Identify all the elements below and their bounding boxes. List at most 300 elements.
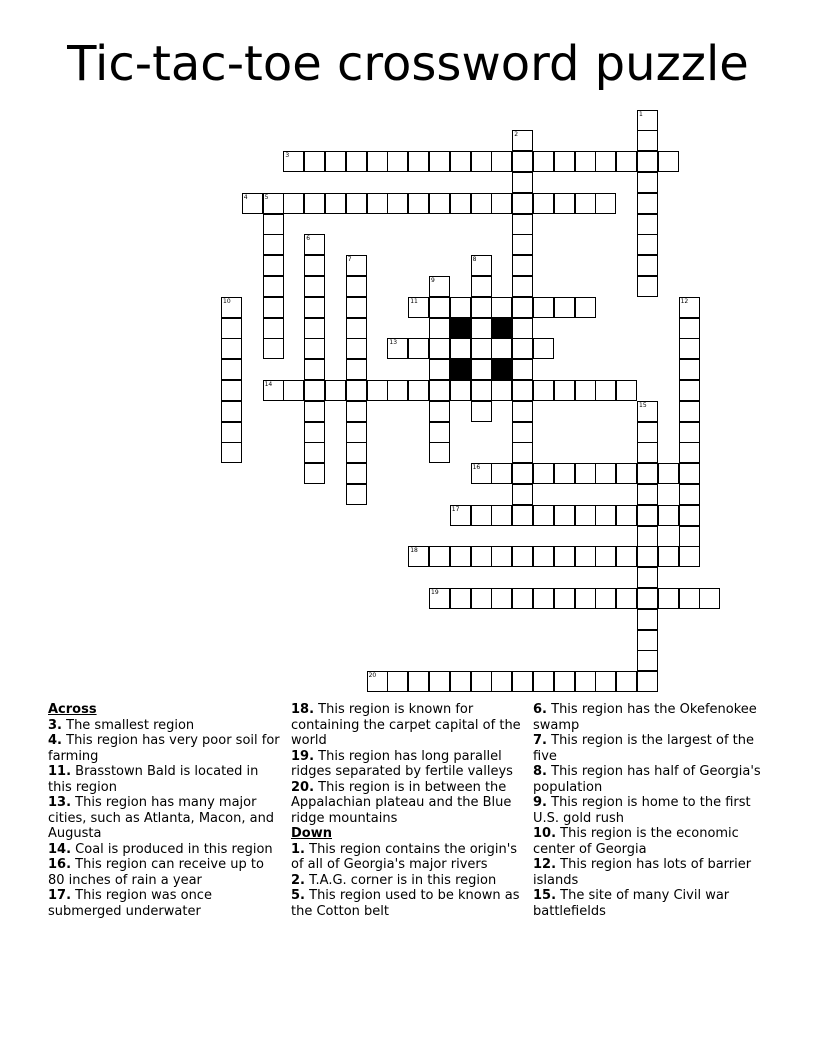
grid-cell[interactable] <box>221 318 242 339</box>
clue-number-label: 17 <box>451 505 460 513</box>
grid-cell[interactable] <box>221 359 242 380</box>
grid-cell[interactable] <box>263 276 284 297</box>
grid-cell[interactable] <box>512 422 533 443</box>
grid-block-cell <box>450 359 471 380</box>
grid-cell[interactable] <box>429 442 450 463</box>
clue-item <box>48 764 284 795</box>
grid-cell[interactable] <box>304 276 325 297</box>
grid-cell[interactable] <box>221 297 242 318</box>
grid-cell[interactable] <box>263 380 284 401</box>
grid-cell[interactable] <box>595 193 616 214</box>
grid-cell[interactable] <box>304 359 325 380</box>
grid-cell[interactable] <box>471 546 492 567</box>
grid-cell[interactable] <box>221 401 242 422</box>
grid-cell[interactable] <box>512 505 533 526</box>
grid-cell[interactable] <box>304 380 325 401</box>
grid-cell[interactable] <box>679 463 700 484</box>
grid-cell[interactable] <box>429 588 450 609</box>
grid-cell[interactable] <box>325 193 346 214</box>
grid-cell[interactable] <box>346 359 367 380</box>
grid-cell[interactable] <box>429 276 450 297</box>
grid-cell[interactable] <box>637 110 658 131</box>
grid-cell[interactable] <box>450 380 471 401</box>
grid-cell[interactable] <box>699 588 720 609</box>
clue-number: 16. <box>48 857 72 872</box>
clue-number: 19. <box>291 748 315 764</box>
grid-cell[interactable] <box>533 588 554 609</box>
clue-item <box>48 857 284 888</box>
grid-cell[interactable] <box>533 505 554 526</box>
grid-cell[interactable] <box>346 276 367 297</box>
grid-cell[interactable] <box>616 151 637 172</box>
grid-cell[interactable] <box>637 567 658 588</box>
grid-cell[interactable] <box>512 297 533 318</box>
clue-item <box>48 733 284 764</box>
grid-cell[interactable] <box>575 193 596 214</box>
grid-cell[interactable] <box>471 588 492 609</box>
clue-text: This region was once submerged underwater <box>48 888 212 919</box>
grid-cell[interactable] <box>616 546 637 567</box>
grid-cell[interactable] <box>387 671 408 692</box>
clue-item <box>291 749 527 780</box>
clue-number-label: 4 <box>243 193 248 201</box>
across-heading: Across <box>48 702 97 717</box>
grid-cell[interactable] <box>533 193 554 214</box>
grid-cell[interactable] <box>471 671 492 692</box>
clue-number: 17. <box>48 888 72 903</box>
grid-cell[interactable] <box>554 463 575 484</box>
grid-cell[interactable] <box>679 526 700 547</box>
grid-cell[interactable] <box>512 359 533 380</box>
grid-cell[interactable] <box>491 380 512 401</box>
grid-cell[interactable] <box>346 318 367 339</box>
clue-number: 2. <box>291 872 305 888</box>
grid-cell[interactable] <box>554 380 575 401</box>
grid-cell[interactable] <box>533 151 554 172</box>
clue-number: 18. <box>291 702 315 717</box>
grid-cell[interactable] <box>658 546 679 567</box>
grid-cell[interactable] <box>637 234 658 255</box>
clue-number-label: 1 <box>639 110 643 118</box>
grid-cell[interactable] <box>637 172 658 193</box>
grid-cell[interactable] <box>221 338 242 359</box>
grid-cell[interactable] <box>637 609 658 630</box>
grid-cell[interactable] <box>304 442 325 463</box>
grid-cell[interactable] <box>512 338 533 359</box>
grid-cell[interactable] <box>471 297 492 318</box>
grid-cell[interactable] <box>346 380 367 401</box>
grid-cell[interactable] <box>491 671 512 692</box>
grid-cell[interactable] <box>263 214 284 235</box>
grid-cell[interactable] <box>595 588 616 609</box>
grid-cell[interactable] <box>304 318 325 339</box>
clue-number-label: 20 <box>368 672 377 680</box>
grid-cell[interactable] <box>512 130 533 151</box>
grid-cell[interactable] <box>408 151 429 172</box>
grid-cell[interactable] <box>637 546 658 567</box>
grid-cell[interactable] <box>408 193 429 214</box>
grid-cell[interactable] <box>533 546 554 567</box>
grid-cell[interactable] <box>658 505 679 526</box>
grid-cell[interactable] <box>304 401 325 422</box>
clue-item <box>533 826 769 857</box>
grid-cell[interactable] <box>637 151 658 172</box>
clue-number-label: 19 <box>431 588 439 596</box>
grid-cell[interactable] <box>658 463 679 484</box>
clue-number: 10. <box>533 826 557 841</box>
clue-text: Brasstown Bald is located in this region <box>48 764 259 795</box>
clue-text: This region has lots of barrier islands <box>533 857 752 888</box>
grid-cell[interactable] <box>554 546 575 567</box>
grid-cell[interactable] <box>367 380 388 401</box>
grid-cell[interactable] <box>575 588 596 609</box>
grid-cell[interactable] <box>512 380 533 401</box>
grid-cell[interactable] <box>554 588 575 609</box>
clue-item <box>533 764 769 795</box>
grid-cell[interactable] <box>658 151 679 172</box>
grid-cell[interactable] <box>554 671 575 692</box>
grid-cell[interactable] <box>471 338 492 359</box>
clue-number-label: 8 <box>472 256 477 264</box>
grid-cell[interactable] <box>679 338 700 359</box>
grid-cell[interactable] <box>575 151 596 172</box>
grid-cell[interactable] <box>408 338 429 359</box>
grid-cell[interactable] <box>679 318 700 339</box>
grid-cell[interactable] <box>263 193 284 214</box>
grid-cell[interactable] <box>533 463 554 484</box>
grid-cell[interactable] <box>637 588 658 609</box>
grid-cell[interactable] <box>533 380 554 401</box>
grid-cell[interactable] <box>263 338 284 359</box>
grid-cell[interactable] <box>512 255 533 276</box>
grid-cell[interactable] <box>304 463 325 484</box>
grid-cell[interactable] <box>471 318 492 339</box>
grid-cell[interactable] <box>512 193 533 214</box>
clue-text: This region used to be known as the Cotton belt <box>291 888 520 919</box>
grid-cell[interactable] <box>637 526 658 547</box>
grid-cell[interactable] <box>471 380 492 401</box>
grid-cell[interactable] <box>346 463 367 484</box>
clue-text: This region has half of Georgia's population <box>533 764 761 795</box>
grid-cell[interactable] <box>367 193 388 214</box>
clue-number: 6. <box>533 702 547 717</box>
grid-cell[interactable] <box>637 276 658 297</box>
clue-text: This region is the economic center of Georgia <box>533 826 739 857</box>
grid-cell[interactable] <box>450 505 471 526</box>
grid-cell[interactable] <box>491 588 512 609</box>
grid-cell[interactable] <box>679 359 700 380</box>
grid-cell[interactable] <box>491 193 512 214</box>
grid-cell[interactable] <box>450 546 471 567</box>
grid-cell[interactable] <box>367 671 388 692</box>
clue-number-label: 7 <box>347 256 352 264</box>
grid-cell[interactable] <box>575 463 596 484</box>
clue-column-3 <box>533 702 769 919</box>
grid-cell[interactable] <box>637 401 658 422</box>
grid-cell[interactable] <box>408 671 429 692</box>
grid-cell[interactable] <box>512 276 533 297</box>
grid-cell[interactable] <box>637 484 658 505</box>
grid-cell[interactable] <box>637 214 658 235</box>
clue-text: Coal is produced in this region <box>75 841 273 857</box>
grid-cell[interactable] <box>471 401 492 422</box>
grid-cell[interactable] <box>512 318 533 339</box>
clue-number-label: 11 <box>410 297 418 305</box>
grid-cell[interactable] <box>408 546 429 567</box>
grid-cell[interactable] <box>491 151 512 172</box>
grid-cell[interactable] <box>304 151 325 172</box>
grid-cell[interactable] <box>595 671 616 692</box>
grid-cell[interactable] <box>304 234 325 255</box>
grid-cell[interactable] <box>283 380 304 401</box>
clue-text: This region has very poor soil for farming <box>48 733 280 764</box>
grid-cell[interactable] <box>679 484 700 505</box>
clue-number: 13. <box>48 795 72 810</box>
grid-cell[interactable] <box>304 297 325 318</box>
grid-cell[interactable] <box>616 463 637 484</box>
grid-cell[interactable] <box>512 172 533 193</box>
grid-cell[interactable] <box>429 546 450 567</box>
grid-cell[interactable] <box>637 650 658 671</box>
grid-cell[interactable] <box>367 151 388 172</box>
clue-item <box>291 702 527 749</box>
clue-item <box>48 718 284 734</box>
grid-cell[interactable] <box>512 546 533 567</box>
grid-cell[interactable] <box>263 255 284 276</box>
clue-number: 7. <box>533 733 547 748</box>
grid-cell[interactable] <box>346 151 367 172</box>
grid-cell[interactable] <box>387 338 408 359</box>
grid-cell[interactable] <box>679 422 700 443</box>
grid-cell[interactable] <box>679 297 700 318</box>
grid-cell[interactable] <box>512 588 533 609</box>
clue-number-label: 13 <box>389 339 398 347</box>
grid-cell[interactable] <box>429 671 450 692</box>
grid-cell[interactable] <box>304 193 325 214</box>
grid-cell[interactable] <box>512 234 533 255</box>
clue-text: The site of many Civil war battlefields <box>533 888 730 919</box>
clue-item <box>533 888 769 919</box>
clue-item <box>533 733 769 764</box>
grid-cell[interactable] <box>346 442 367 463</box>
grid-cell[interactable] <box>533 297 554 318</box>
grid-cell[interactable] <box>679 380 700 401</box>
grid-cell[interactable] <box>387 151 408 172</box>
grid-cell[interactable] <box>491 297 512 318</box>
clue-number-label: 3 <box>285 152 290 160</box>
grid-cell[interactable] <box>658 588 679 609</box>
grid-cell[interactable] <box>429 359 450 380</box>
grid-cell[interactable] <box>346 338 367 359</box>
clue-number: 15. <box>533 888 557 903</box>
clue-text: This region is in between the Appalachian plateau and the Blue ridge mountains <box>291 779 512 826</box>
clue-item <box>48 795 284 842</box>
clue-number-label: 15 <box>639 401 647 409</box>
grid-cell[interactable] <box>533 671 554 692</box>
grid-cell[interactable] <box>387 193 408 214</box>
grid-cell[interactable] <box>637 505 658 526</box>
grid-cell[interactable] <box>346 484 367 505</box>
grid-cell[interactable] <box>491 338 512 359</box>
grid-cell[interactable] <box>637 422 658 443</box>
grid-cell[interactable] <box>679 442 700 463</box>
clue-number: 9. <box>533 795 547 810</box>
grid-cell[interactable] <box>637 130 658 151</box>
grid-block-cell <box>450 318 471 339</box>
grid-cell[interactable] <box>512 484 533 505</box>
grid-cell[interactable] <box>304 255 325 276</box>
clue-text: This region has long parallel ridges separated by fertile valleys <box>291 748 513 779</box>
clue-column-2 <box>291 702 527 919</box>
clue-number: 11. <box>48 764 72 779</box>
clue-number: 1. <box>291 841 305 857</box>
grid-cell[interactable] <box>471 255 492 276</box>
grid-cell[interactable] <box>346 297 367 318</box>
grid-cell[interactable] <box>595 463 616 484</box>
grid-cell[interactable] <box>283 193 304 214</box>
clue-number-label: 16 <box>472 464 481 472</box>
grid-cell[interactable] <box>575 380 596 401</box>
grid-cell[interactable] <box>325 151 346 172</box>
grid-cell[interactable] <box>346 193 367 214</box>
clue-item <box>48 888 284 919</box>
clue-number-label: 12 <box>680 297 689 305</box>
clue-item <box>533 857 769 888</box>
grid-cell[interactable] <box>429 338 450 359</box>
grid-cell[interactable] <box>429 318 450 339</box>
grid-cell[interactable] <box>637 463 658 484</box>
grid-cell[interactable] <box>679 505 700 526</box>
grid-cell[interactable] <box>595 505 616 526</box>
grid-cell[interactable] <box>429 193 450 214</box>
grid-cell[interactable] <box>263 297 284 318</box>
grid-cell[interactable] <box>346 401 367 422</box>
grid-cell[interactable] <box>616 505 637 526</box>
grid-cell[interactable] <box>575 505 596 526</box>
grid-cell[interactable] <box>491 463 512 484</box>
clue-item <box>533 795 769 826</box>
clue-item <box>291 842 527 873</box>
grid-cell[interactable] <box>512 401 533 422</box>
clue-number-label: 10 <box>223 297 231 305</box>
grid-cell[interactable] <box>554 297 575 318</box>
grid-cell[interactable] <box>679 588 700 609</box>
clue-number: 14. <box>48 841 72 857</box>
grid-cell[interactable] <box>595 380 616 401</box>
grid-cell[interactable] <box>346 422 367 443</box>
grid-cell[interactable] <box>554 193 575 214</box>
grid-cell[interactable] <box>450 297 471 318</box>
clue-item <box>291 873 527 889</box>
grid-cell[interactable] <box>616 588 637 609</box>
grid-cell[interactable] <box>450 151 471 172</box>
grid-cell[interactable] <box>325 380 346 401</box>
grid-cell[interactable] <box>595 546 616 567</box>
grid-cell[interactable] <box>512 671 533 692</box>
grid-cell[interactable] <box>554 505 575 526</box>
grid-cell[interactable] <box>575 671 596 692</box>
grid-cell[interactable] <box>471 151 492 172</box>
grid-cell[interactable] <box>304 422 325 443</box>
page-title: Tic-tac-toe crossword puzzle <box>67 36 749 92</box>
clue-number: 3. <box>48 717 62 733</box>
grid-cell[interactable] <box>283 151 304 172</box>
clue-text: This region has many major cities, such as Atlanta, Macon, and Augusta <box>48 795 275 841</box>
grid-cell[interactable] <box>450 338 471 359</box>
grid-cell[interactable] <box>512 463 533 484</box>
grid-cell[interactable] <box>471 276 492 297</box>
grid-cell[interactable] <box>429 297 450 318</box>
grid-cell[interactable] <box>637 671 658 692</box>
grid-cell[interactable] <box>408 380 429 401</box>
clue-text: This region is known for containing the carpet capital of the world <box>291 702 521 748</box>
grid-cell[interactable] <box>512 442 533 463</box>
down-heading: Down <box>291 826 332 841</box>
grid-cell[interactable] <box>429 401 450 422</box>
grid-cell[interactable] <box>616 380 637 401</box>
grid-cell[interactable] <box>637 193 658 214</box>
grid-cell[interactable] <box>616 671 637 692</box>
grid-cell[interactable] <box>512 214 533 235</box>
grid-cell[interactable] <box>679 401 700 422</box>
grid-cell[interactable] <box>346 255 367 276</box>
clue-text: This region has the Okefenokee swamp <box>533 702 757 733</box>
grid-cell[interactable] <box>263 234 284 255</box>
grid-cell[interactable] <box>512 151 533 172</box>
grid-cell[interactable] <box>429 422 450 443</box>
grid-cell[interactable] <box>471 463 492 484</box>
grid-cell[interactable] <box>242 193 263 214</box>
clue-number-label: 18 <box>410 547 418 555</box>
grid-cell[interactable] <box>491 546 512 567</box>
grid-block-cell <box>491 318 512 339</box>
clue-column-1 <box>48 702 284 919</box>
grid-cell[interactable] <box>575 546 596 567</box>
grid-block-cell <box>491 359 512 380</box>
grid-cell[interactable] <box>221 422 242 443</box>
grid-cell[interactable] <box>450 671 471 692</box>
grid-cell[interactable] <box>533 338 554 359</box>
grid-cell[interactable] <box>221 442 242 463</box>
grid-cell[interactable] <box>471 359 492 380</box>
grid-cell[interactable] <box>575 297 596 318</box>
grid-cell[interactable] <box>637 630 658 651</box>
grid-cell[interactable] <box>263 318 284 339</box>
grid-cell[interactable] <box>554 151 575 172</box>
grid-cell[interactable] <box>637 442 658 463</box>
clue-number-label: 5 <box>264 193 269 201</box>
grid-cell[interactable] <box>408 297 429 318</box>
grid-cell[interactable] <box>429 151 450 172</box>
clue-item <box>48 842 284 858</box>
grid-cell[interactable] <box>471 505 492 526</box>
grid-cell[interactable] <box>450 193 471 214</box>
clue-number-label: 6 <box>306 235 311 243</box>
grid-cell[interactable] <box>387 380 408 401</box>
clue-number: 12. <box>533 857 557 872</box>
grid-cell[interactable] <box>450 588 471 609</box>
grid-cell[interactable] <box>471 193 492 214</box>
grid-cell[interactable] <box>429 380 450 401</box>
grid-cell[interactable] <box>221 380 242 401</box>
grid-cell[interactable] <box>491 505 512 526</box>
grid-cell[interactable] <box>679 546 700 567</box>
grid-cell[interactable] <box>304 338 325 359</box>
grid-cell[interactable] <box>637 255 658 276</box>
clue-text: This region contains the origin's of all of Georgia's major rivers <box>291 841 518 872</box>
grid-cell[interactable] <box>595 151 616 172</box>
clue-number-label: 14 <box>264 380 273 388</box>
